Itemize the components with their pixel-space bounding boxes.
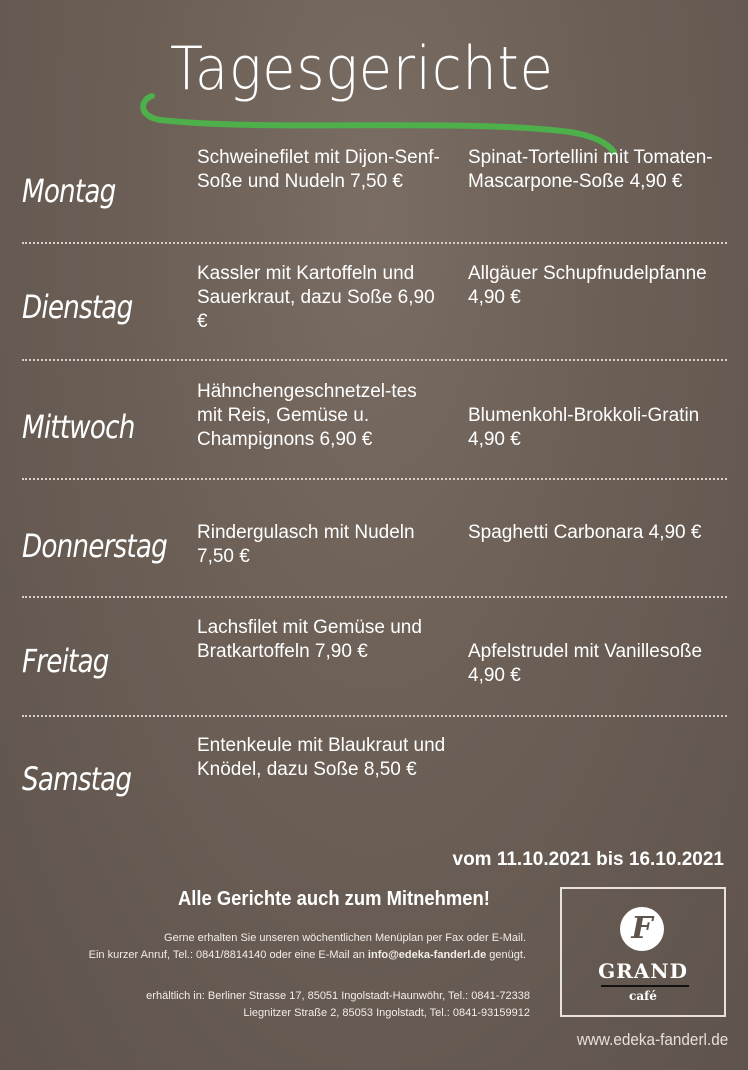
- day-label: Dienstag: [22, 288, 133, 326]
- email-link[interactable]: info@edeka-fanderl.de: [367, 949, 487, 961]
- logo-emblem-icon: [620, 907, 664, 951]
- day-label: Mittwoch: [22, 408, 135, 446]
- takeaway-note: Alle Gerichte auch zum Mitnehmen!: [178, 888, 490, 910]
- address-line: Liegnitzer Straße 2, 85053 Ingolstadt, Tel.: 0841-93159912: [243, 1007, 530, 1019]
- second-dish: Blumenkohl-Brokkoli-Gratin 4,90 €: [468, 405, 700, 450]
- logo-letter: F: [631, 911, 653, 946]
- website-link[interactable]: www.edeka-fanderl.de: [576, 1030, 728, 1049]
- contact-text-end: genügt.: [489, 949, 526, 961]
- dotted-separator: [22, 715, 727, 717]
- grand-cafe-logo: [560, 887, 726, 1017]
- contact-info: [89, 930, 526, 964]
- main-dish: Hähnchengeschnetzel-tes mit Reis, Gemüse u. Champignons 6,90 €: [197, 381, 417, 450]
- main-dish: Entenkeule mit Blaukraut und Knödel, dazu Soße 8,50 €: [197, 735, 446, 780]
- page-title: Tagesgerichte: [170, 34, 554, 104]
- day-label: Samstag: [22, 760, 132, 798]
- logo-subtitle: café: [629, 989, 657, 1003]
- title-block: [130, 20, 630, 155]
- logo-divider: [601, 985, 689, 987]
- store-addresses: [146, 988, 530, 1022]
- contact-text: Ein kurzer Anruf, Tel.: 0841/8814140 oder eine E-Mail an: [88, 949, 365, 961]
- dotted-separator: [22, 242, 727, 244]
- day-label: Donnerstag: [22, 527, 167, 565]
- contact-line-2: [89, 947, 526, 964]
- dotted-separator: [22, 359, 727, 361]
- second-dish: Spinat-Tortellini mit Tomaten-Mascarpone-Soße 4,90 €: [468, 147, 713, 192]
- second-dish: Apfelstrudel mit Vanillesoße 4,90 €: [468, 641, 703, 686]
- day-label: Freitag: [22, 642, 109, 680]
- dotted-separator: [22, 478, 727, 480]
- main-dish: Rindergulasch mit Nudeln 7,50 €: [197, 522, 415, 567]
- main-dish: Kassler mit Kartoffeln und Sauerkraut, dazu Soße 6,90 €: [197, 263, 435, 332]
- logo-name: GRAND: [598, 959, 688, 983]
- second-dish: Spaghetti Carbonara 4,90 €: [468, 522, 702, 543]
- contact-line: Gerne erhalten Sie unseren wöchentlichen Menüplan per Fax oder E-Mail.: [164, 932, 526, 944]
- day-label: Montag: [22, 172, 116, 210]
- date-range: vom 11.10.2021 bis 16.10.2021: [452, 849, 724, 870]
- main-dish: Schweinefilet mit Dijon-Senf-Soße und Nudeln 7,50 €: [197, 147, 440, 192]
- address-line: erhältlich in: Berliner Strasse 17, 85051 Ingolstadt-Haunwöhr, Tel.: 0841-72338: [146, 990, 530, 1002]
- second-dish: Allgäuer Schupfnudelpfanne 4,90 €: [468, 263, 707, 308]
- dotted-separator: [22, 596, 727, 598]
- main-dish: Lachsfilet mit Gemüse und Bratkartoffeln 7,90 €: [197, 617, 422, 662]
